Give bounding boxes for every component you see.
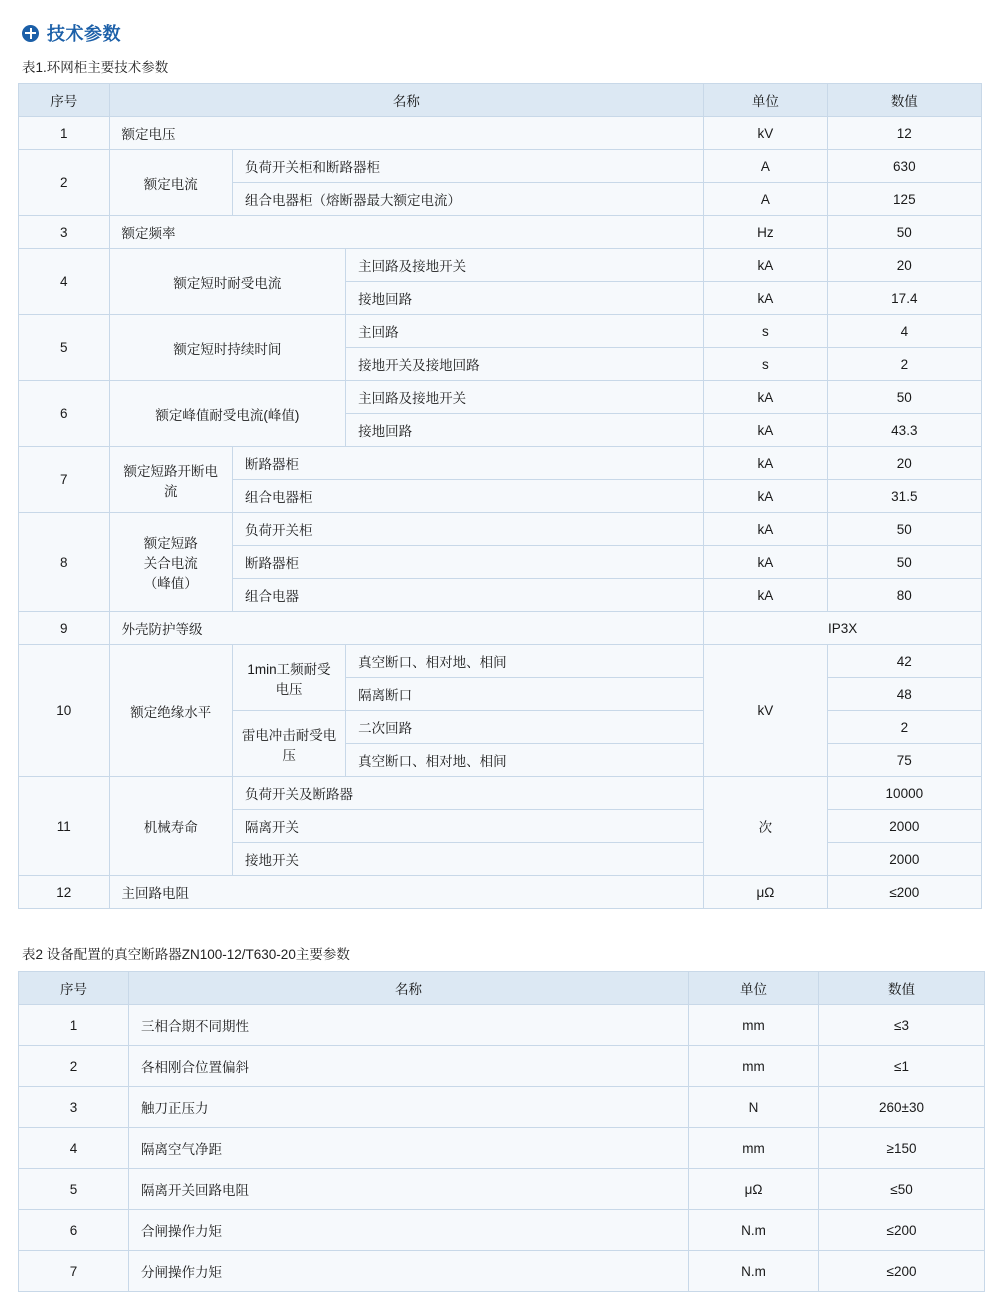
row-value: 630 [827, 150, 981, 183]
row-index: 4 [19, 1128, 129, 1169]
row-index: 1 [19, 1005, 129, 1046]
row-value: 48 [827, 678, 981, 711]
row-value: 12 [827, 117, 981, 150]
row-unit: μΩ [689, 1169, 819, 1210]
row-index: 6 [19, 1210, 129, 1251]
row-value: 80 [827, 579, 981, 612]
row-value: 50 [827, 381, 981, 414]
table-row [19, 612, 982, 645]
table-row [19, 645, 982, 678]
row-value: 4 [827, 315, 981, 348]
row-index: 7 [19, 447, 110, 513]
row-value: 42 [827, 645, 981, 678]
row-index: 5 [19, 315, 110, 381]
row-value: ≤200 [819, 1210, 985, 1251]
col-header-name: 名称 [129, 972, 689, 1005]
specs-table-main [18, 83, 982, 909]
row-subname: 接地开关 [232, 843, 703, 876]
row-name [109, 513, 232, 612]
row-name: 额定电压 [109, 117, 704, 150]
row-index: 5 [19, 1169, 129, 1210]
row-name: 主回路电阻 [109, 876, 704, 909]
col-header-value: 数值 [827, 84, 981, 117]
row-value: ≤3 [819, 1005, 985, 1046]
row-unit: mm [689, 1128, 819, 1169]
table-row [19, 249, 982, 282]
row-value: IP3X [704, 612, 982, 645]
row-index: 10 [19, 645, 110, 777]
row-name: 额定短时持续时间 [109, 315, 346, 381]
row-value: 125 [827, 183, 981, 216]
page-title: 技术参数 [47, 24, 121, 44]
col-header-index: 序号 [19, 972, 129, 1005]
row-unit: mm [689, 1046, 819, 1087]
row-index: 1 [19, 117, 110, 150]
row-name: 机械寿命 [109, 777, 232, 876]
row-value: 50 [827, 513, 981, 546]
row-name: 外壳防护等级 [109, 612, 704, 645]
row-unit: N.m [689, 1251, 819, 1292]
row-value: 31.5 [827, 480, 981, 513]
row-value: 43.3 [827, 414, 981, 447]
table2-body [19, 1005, 985, 1292]
row-unit: kA [704, 249, 827, 282]
table-row [19, 513, 982, 546]
row-name: 额定电流 [109, 150, 232, 216]
row-index: 8 [19, 513, 110, 612]
row-value: ≤50 [819, 1169, 985, 1210]
col-header-index: 序号 [19, 84, 110, 117]
row-unit: kA [704, 414, 827, 447]
table-row [19, 1005, 985, 1046]
row-subname: 主回路及接地开关 [346, 249, 704, 282]
row-unit: N.m [689, 1210, 819, 1251]
row-value: ≤1 [819, 1046, 985, 1087]
row-value: 2000 [827, 810, 981, 843]
row-unit: kA [704, 579, 827, 612]
row-subname: 组合电器 [232, 579, 703, 612]
table-row [19, 1169, 985, 1210]
row-unit: s [704, 348, 827, 381]
row-value: ≤200 [827, 876, 981, 909]
row-index: 6 [19, 381, 110, 447]
table2-caption: 表2 设备配置的真空断路器ZN100-12/T630-20主要参数 [22, 947, 350, 962]
row-subname: 接地开关及接地回路 [346, 348, 704, 381]
row-subname: 组合电器柜 [232, 480, 703, 513]
row-subname: 断路器柜 [232, 447, 703, 480]
row-subname: 雷电冲击耐受电压 [232, 711, 345, 777]
row-subname: 1min工频耐受电压 [232, 645, 345, 711]
row-subname: 隔离开关 [232, 810, 703, 843]
row-index: 2 [19, 150, 110, 216]
row-subname: 主回路及接地开关 [346, 381, 704, 414]
row-subname: 负荷开关及断路器 [232, 777, 703, 810]
plus-circle-icon [22, 25, 39, 42]
row-unit: kV [704, 117, 827, 150]
row-index: 3 [19, 216, 110, 249]
row-subname-detail: 真空断口、相对地、相间 [346, 744, 704, 777]
row-value: 2000 [827, 843, 981, 876]
row-name: 额定短时耐受电流 [109, 249, 346, 315]
col-header-unit: 单位 [689, 972, 819, 1005]
row-unit: kV [704, 645, 827, 777]
row-subname: 主回路 [346, 315, 704, 348]
row-unit: Hz [704, 216, 827, 249]
row-name: 额定绝缘水平 [109, 645, 232, 777]
specs-table-breaker [18, 971, 985, 1292]
table-row [19, 1210, 985, 1251]
table-header-row [19, 84, 982, 117]
row-name: 隔离开关回路电阻 [129, 1169, 689, 1210]
row-unit: kA [704, 546, 827, 579]
table-row [19, 216, 982, 249]
row-name-line3: （峰值） [143, 576, 198, 591]
row-unit: s [704, 315, 827, 348]
row-index: 11 [19, 777, 110, 876]
row-subname: 接地回路 [346, 282, 704, 315]
row-index: 2 [19, 1046, 129, 1087]
row-unit: μΩ [704, 876, 827, 909]
row-unit: A [704, 183, 827, 216]
row-subname: 负荷开关柜 [232, 513, 703, 546]
row-unit: kA [704, 447, 827, 480]
row-index: 9 [19, 612, 110, 645]
row-value: 260±30 [819, 1087, 985, 1128]
row-value: 20 [827, 249, 981, 282]
row-subname: 接地回路 [346, 414, 704, 447]
row-subname-detail: 二次回路 [346, 711, 704, 744]
col-header-unit: 单位 [704, 84, 827, 117]
row-subname: 组合电器柜（熔断器最大额定电流） [232, 183, 703, 216]
row-index: 4 [19, 249, 110, 315]
row-unit: N [689, 1087, 819, 1128]
row-value: 50 [827, 216, 981, 249]
row-subname: 负荷开关柜和断路器柜 [232, 150, 703, 183]
row-index: 3 [19, 1087, 129, 1128]
table-row [19, 447, 982, 480]
row-value: 75 [827, 744, 981, 777]
row-name: 隔离空气净距 [129, 1128, 689, 1169]
row-value: 2 [827, 711, 981, 744]
row-value: 20 [827, 447, 981, 480]
row-subname: 断路器柜 [232, 546, 703, 579]
row-unit: kA [704, 381, 827, 414]
table-header-row [19, 972, 985, 1005]
table-row [19, 117, 982, 150]
row-name: 各相刚合位置偏斜 [129, 1046, 689, 1087]
table-row [19, 1087, 985, 1128]
table-row [19, 1046, 985, 1087]
page-header [22, 20, 982, 46]
row-name: 额定短路开断电流 [109, 447, 232, 513]
row-name: 分闸操作力矩 [129, 1251, 689, 1292]
row-name-line1: 额定短路 [143, 536, 198, 551]
row-subname-detail: 真空断口、相对地、相间 [346, 645, 704, 678]
row-value: 17.4 [827, 282, 981, 315]
row-index: 12 [19, 876, 110, 909]
row-name: 三相合期不同期性 [129, 1005, 689, 1046]
col-header-value: 数值 [819, 972, 985, 1005]
row-unit: 次 [704, 777, 827, 876]
table-row [19, 381, 982, 414]
row-name: 额定频率 [109, 216, 704, 249]
row-name-line2: 关合电流 [143, 556, 198, 571]
table-row [19, 1128, 985, 1169]
section-spacer [18, 909, 982, 943]
table-row [19, 150, 982, 183]
row-unit: mm [689, 1005, 819, 1046]
row-value: 2 [827, 348, 981, 381]
row-unit: A [704, 150, 827, 183]
row-name: 额定峰值耐受电流(峰值) [109, 381, 346, 447]
row-unit: kA [704, 513, 827, 546]
row-value: 10000 [827, 777, 981, 810]
col-header-name: 名称 [109, 84, 704, 117]
row-name: 触刀正压力 [129, 1087, 689, 1128]
row-value: 50 [827, 546, 981, 579]
table-row [19, 315, 982, 348]
table-row [19, 876, 982, 909]
row-subname-detail: 隔离断口 [346, 678, 704, 711]
row-unit: kA [704, 480, 827, 513]
row-name: 合闸操作力矩 [129, 1210, 689, 1251]
row-unit: kA [704, 282, 827, 315]
table-row [19, 1251, 985, 1292]
table1-caption: 表1.环网柜主要技术参数 [22, 60, 169, 75]
table-row [19, 777, 982, 810]
row-value: ≥150 [819, 1128, 985, 1169]
row-index: 7 [19, 1251, 129, 1292]
row-value: ≤200 [819, 1251, 985, 1292]
